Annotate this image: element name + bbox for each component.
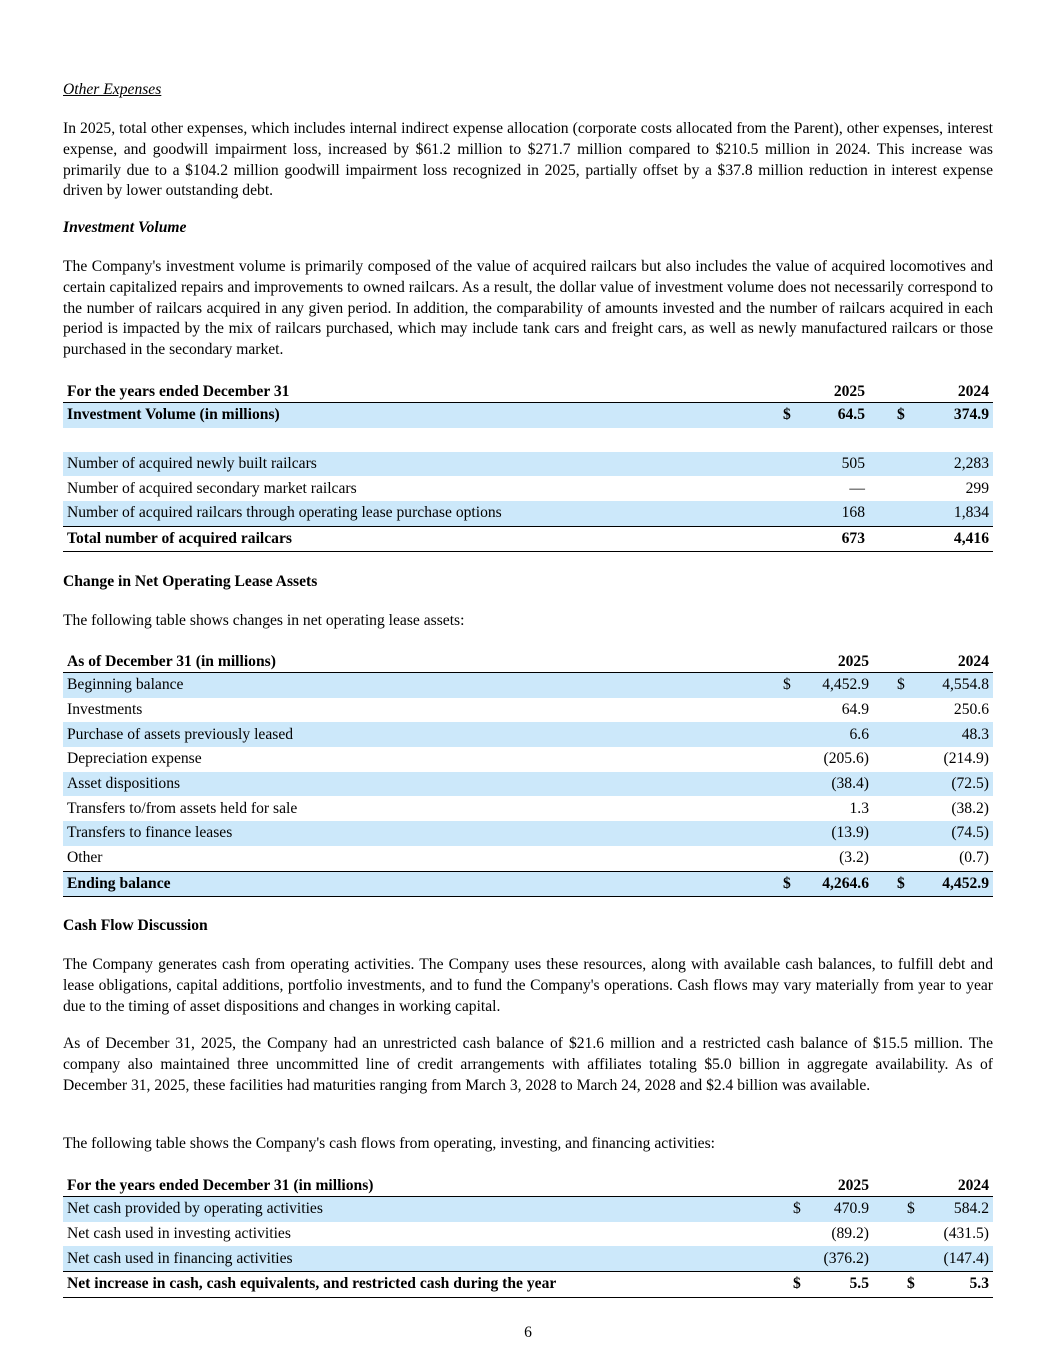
header-year-2024: 2024 xyxy=(913,650,993,673)
value-2025: — xyxy=(849,479,865,497)
value-2024: 5.3 xyxy=(923,1272,993,1298)
table-row xyxy=(63,796,993,821)
cash-flow-paragraph-2: As of December 31, 2025, the Company had an unrestricted cash balance of $21.6 million and a restricted cash balance of $15.5 million. The company also maintained three uncommitted line of credit arrangements with affiliates totaling $5.0 billion in aggregate availability. As of December 31, 2025, these facilities had maturities ranging from March 3, 2028 to March 24, 2028 and $2.4 billion was available. xyxy=(63,1035,993,1094)
currency-symbol: $ xyxy=(893,403,913,428)
currency-symbol: $ xyxy=(789,1272,809,1298)
value-2025: (3.2) xyxy=(839,849,869,867)
cash-flow-table xyxy=(63,1174,993,1298)
row-label: Net cash used in financing activities xyxy=(63,1246,789,1271)
row-label: Total number of acquired railcars xyxy=(63,526,779,552)
table-row xyxy=(63,698,993,723)
other-expenses-heading: Other Expenses xyxy=(63,81,162,98)
value-2024: 250.6 xyxy=(953,701,989,719)
table-row xyxy=(63,1246,993,1271)
value-2025: 4,452.9 xyxy=(799,673,873,698)
lease-assets-table xyxy=(63,650,993,897)
row-label: Ending balance xyxy=(63,871,779,897)
row-label: Number of acquired newly built railcars xyxy=(63,452,779,477)
row-label: Number of acquired railcars through operating lease purchase options xyxy=(63,501,779,526)
currency-symbol: $ xyxy=(779,871,799,897)
table-row xyxy=(63,821,993,846)
row-label: Other xyxy=(67,849,103,867)
value-2024: 2,283 xyxy=(913,452,993,477)
value-2024: (147.4) xyxy=(923,1246,993,1271)
table-header-row xyxy=(63,1174,993,1197)
currency-symbol: $ xyxy=(779,403,799,428)
currency-symbol: $ xyxy=(789,1197,809,1222)
row-label: Transfers to/from assets held for sale xyxy=(67,799,298,817)
row-label: Depreciation expense xyxy=(67,750,202,768)
value-2024: (431.5) xyxy=(943,1225,989,1243)
row-label: Beginning balance xyxy=(63,673,779,698)
currency-symbol: $ xyxy=(903,1197,923,1222)
row-label: Asset dispositions xyxy=(63,772,779,797)
value-2025: 6.6 xyxy=(799,722,873,747)
table-row xyxy=(63,772,993,797)
row-label: Purchase of assets previously leased xyxy=(63,722,779,747)
page-number: 6 xyxy=(524,1324,532,1341)
value-2025: 505 xyxy=(799,452,869,477)
value-2025: 168 xyxy=(799,501,869,526)
table-header-row xyxy=(63,650,993,673)
table-total-row xyxy=(63,526,993,552)
row-label: Number of acquired secondary market railcars xyxy=(67,479,357,497)
table-row xyxy=(63,747,993,772)
currency-symbol: $ xyxy=(903,1272,923,1298)
value-2024: 299 xyxy=(965,479,989,497)
table-row xyxy=(63,476,993,501)
row-label: Transfers to finance leases xyxy=(63,821,779,846)
value-2024: 584.2 xyxy=(923,1197,993,1222)
value-2024: 374.9 xyxy=(913,403,993,428)
table-row xyxy=(63,673,993,698)
value-2025: 470.9 xyxy=(809,1197,873,1222)
cash-flow-intro: The following table shows the Company's cash flows from operating, investing, and financing activities: xyxy=(63,1135,715,1152)
currency-symbol: $ xyxy=(893,673,913,698)
value-2025: (89.2) xyxy=(831,1225,869,1243)
table-row xyxy=(63,452,993,477)
value-2024: (214.9) xyxy=(943,750,989,768)
other-expenses-paragraph: In 2025, total other expenses, which includes internal indirect expense allocation (corporate costs allocated from the Parent), other expenses, interest expense, and goodwill impairment loss, increased by $61.2 million to $271.7 million compared to $210.5 million in 2024. This increase was primarily due to a $104.2 million goodwill impairment loss recognized in 2025, partially offset by a $37.8 million reduction in interest expense driven by lower outstanding debt. xyxy=(63,120,993,200)
investment-volume-paragraph: The Company's investment volume is primarily composed of the value of acquired railcars but also includes the value of acquired locomotives and certain capitalized repairs and improvements to owned railcars. As a result, the dollar value of investment volume does not necessarily correspond to the number of railcars acquired in any given period. In addition, the comparability of amounts invested and the number of railcars acquired in each period is impacted by the mix of railcars purchased, which may include tank cars and freight cars, as well as newly manufactured railcars or those purchased in the secondary market. xyxy=(63,258,993,359)
table-header-row xyxy=(63,380,993,403)
value-2025: 64.5 xyxy=(799,403,869,428)
value-2024: (0.7) xyxy=(959,849,989,867)
table-row xyxy=(63,846,993,871)
header-year-2025: 2025 xyxy=(799,650,873,673)
currency-symbol: $ xyxy=(893,871,913,897)
value-2024: 4,554.8 xyxy=(913,673,993,698)
table-total-row xyxy=(63,1272,993,1298)
value-2025: (376.2) xyxy=(809,1246,873,1271)
table-row xyxy=(63,501,993,526)
investment-volume-heading: Investment Volume xyxy=(63,219,187,236)
header-year-2024: 2024 xyxy=(913,380,993,403)
header-label: For the years ended December 31 (in millions) xyxy=(63,1174,789,1197)
cash-flow-heading: Cash Flow Discussion xyxy=(63,917,208,934)
header-year-2025: 2025 xyxy=(799,380,869,403)
value-2024: (74.5) xyxy=(913,821,993,846)
investment-volume-table xyxy=(63,380,993,552)
table-row xyxy=(63,1222,993,1247)
table-total-row xyxy=(63,871,993,897)
value-2024: (72.5) xyxy=(913,772,993,797)
header-year-2024: 2024 xyxy=(923,1174,993,1197)
row-label: Net cash used in investing activities xyxy=(67,1225,291,1243)
header-label: For the years ended December 31 xyxy=(63,380,779,403)
table-row xyxy=(63,722,993,747)
value-2025: (13.9) xyxy=(799,821,873,846)
value-2024: 48.3 xyxy=(913,722,993,747)
row-label: Net cash provided by operating activities xyxy=(63,1197,789,1222)
value-2025: 4,264.6 xyxy=(799,871,873,897)
row-label: Investment Volume (in millions) xyxy=(63,403,779,428)
value-2025: 64.9 xyxy=(841,701,869,719)
value-2025: 5.5 xyxy=(809,1272,873,1298)
value-2024: 4,416 xyxy=(913,526,993,552)
value-2024: 4,452.9 xyxy=(913,871,993,897)
header-label: As of December 31 (in millions) xyxy=(63,650,779,673)
value-2025: (205.6) xyxy=(823,750,869,768)
table-row xyxy=(63,403,993,428)
value-2024: (38.2) xyxy=(951,799,989,817)
currency-symbol: $ xyxy=(779,673,799,698)
value-2025: (38.4) xyxy=(799,772,873,797)
header-year-2025: 2025 xyxy=(809,1174,873,1197)
lease-assets-heading: Change in Net Operating Lease Assets xyxy=(63,573,318,590)
table-row xyxy=(63,1197,993,1222)
lease-assets-intro: The following table shows changes in net operating lease assets: xyxy=(63,612,465,629)
cash-flow-paragraph-1: The Company generates cash from operating activities. The Company uses these resources, along with available cash balances, to fulfill debt and lease obligations, capital additions, portfolio investments, and to fund the Company's operations. Cash flows may vary materially from year to year due to the timing of asset dispositions and changes in working capital. xyxy=(63,956,993,1015)
row-label: Net increase in cash, cash equivalents, and restricted cash during the year xyxy=(63,1272,789,1298)
value-2025: 673 xyxy=(799,526,869,552)
value-2024: 1,834 xyxy=(913,501,993,526)
value-2025: 1.3 xyxy=(849,799,869,817)
row-label: Investments xyxy=(67,701,143,719)
